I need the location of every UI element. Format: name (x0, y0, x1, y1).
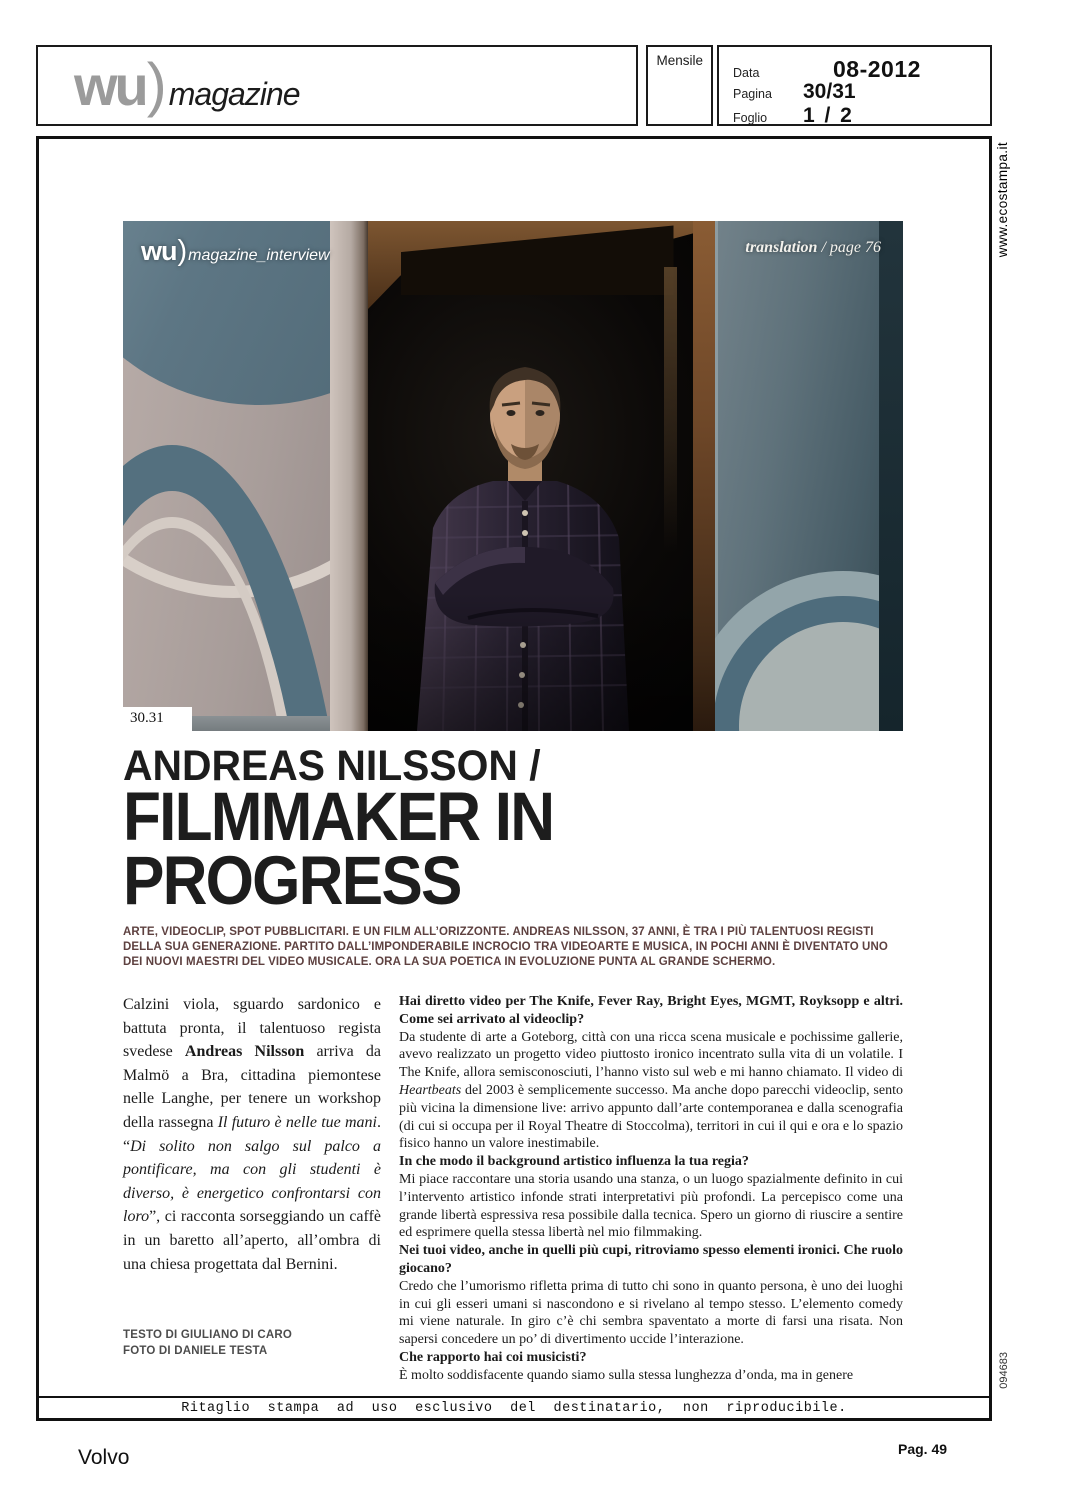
door-panel-right (715, 221, 903, 731)
clipping-frame (36, 136, 992, 1421)
client-name: Volvo (78, 1446, 130, 1469)
credits (123, 1328, 381, 1359)
meta-row-pagina (733, 80, 856, 104)
translation-note-page: / page 76 (817, 239, 881, 256)
magazine-article-clip (123, 221, 903, 1385)
logo-paren: ) (146, 51, 167, 118)
meta-row-data (733, 56, 921, 83)
pagina-value: 30/31 (803, 80, 856, 103)
photo-header-brand (141, 235, 330, 268)
intro-column (123, 993, 381, 1385)
portrait-photo (123, 221, 903, 731)
photo-section-label: magazine_interview (188, 247, 330, 264)
data-value: 08-2012 (833, 56, 921, 82)
frequency-box (646, 45, 713, 126)
article-title-line1: ANDREAS NILSSON / (123, 742, 541, 790)
article-body (123, 993, 903, 1385)
frequency-label: Mensile (656, 53, 703, 68)
logo-wu-text: wu (74, 54, 146, 117)
page-reference: Pag. 49 (898, 1441, 948, 1457)
ecostampa-url-vertical: www.ecostampa.it (995, 142, 1010, 258)
pagina-label: Pagina (733, 87, 772, 101)
logo-magazine-text: magazine (168, 76, 300, 112)
door-frame-wood (693, 221, 715, 731)
interview-answer: Da studente di arte a Goteborg, città con una ricca scena musicale e pochissime gallerie, avevo realizzato un progetto video piuttosto ironico incentrato sulla vita di un volatile. I The Knife, allora semisconosciuti, l’hanno visto sul web e mi hanno chiamato. Il video di Heartbeats del 2003 è semplicemente successo. Ma anche dopo parecchi videoclip, sento più vicina la dimensione live: arrivo appunto dall’arte contemporanea e dalla scenografia (di cui si occupa per il Royal Theatre di Stoccolma), territori in cui il qui e ora e lo spazio fisico hanno un valore inestimabile. (399, 1029, 903, 1152)
foglio-value: 1 / 2 (803, 104, 854, 127)
foglio-label: Foglio (733, 111, 768, 125)
translation-note-word: translation (745, 239, 818, 256)
publication-logo-box (36, 45, 638, 126)
pilaster (330, 221, 368, 731)
disclaimer-band: Ritaglio stampa ad uso esclusivo del destinatario, non riproducibile. (39, 1396, 989, 1418)
qa-column (399, 993, 903, 1385)
data-label: Data (733, 66, 760, 80)
photo-brand-wu: wu (141, 236, 177, 266)
clipping-code-vertical: 094683 (998, 1352, 1010, 1389)
article-title (123, 742, 903, 919)
interview-answer: Credo che l’umorismo rifletta prima di tutto chi sono in quanto persona, è uno dei luoghi in cui gli esseri umani si nascondono e si rivelano al tempo stesso. L’elemento comedy mi viene naturale. In giro c’è chi sembra spaventato a morte di farsi una risata. Non sapersi concedere un po’ di divertimento uccide l’interazione. (399, 1278, 903, 1348)
photo-caption: 30.31 (123, 707, 192, 731)
credit-photo: FOTO DI DANIELE TESTA (123, 1344, 268, 1357)
interview-question: In che modo il background artistico influenza la tua regia? (399, 1154, 749, 1170)
standfirst: ARTE, VIDEOCLIP, SPOT PUBBLICITARI. E UN FILM ALL’ORIZZONTE. ANDREAS NILSSON, 37 ANNI, È TRA I PIÙ TALENTUOSI REGISTI DELLA SUA GENERAZIONE. PARTITO DALL’IMPONDERABILE INCROCIO TRA VIDEOARTE E MUSICA, IN POCHI ANNI È DIVENTATO UNO DEI NUOVI MAESTRI DEL VIDEO MUSICALE. ORA LA SUA POETICA IN EVOLUZIONE PUNTA AL GRANDE SCHERMO. (123, 926, 888, 968)
interview-answer: È molto soddisfacente quando siamo sulla stessa lunghezza d’onda, ma in genere (399, 1367, 854, 1383)
meta-row-foglio (733, 104, 854, 128)
publication-logo (74, 51, 300, 118)
interview-question: Che rapporto hai coi musicisti? (399, 1349, 587, 1365)
article-title-line2: FILMMAKER IN PROGRESS (123, 778, 554, 919)
interview-answer: Mi piace raccontare una storia usando una stanza, o un luogo spazialmente definito in cui l’intervento artistico infonde strati interpretativi più profondi. La percepisco come una grande libertà espressiva resa possibile dalla tecnica. Spero un giorno di riuscire a sentire ed esprimere quella stessa libertà nel mio filmmaking. (399, 1171, 903, 1241)
clipping-meta-box (717, 45, 992, 126)
interview-question: Nei tuoi video, anche in quelli più cupi, ritroviamo spesso elementi ironici. Che ruolo giocano? (399, 1243, 903, 1276)
credit-text: TESTO DI GIULIANO DI CARO (123, 1329, 292, 1342)
translation-note (745, 239, 881, 257)
photo-brand-paren: ) (177, 235, 188, 267)
intro-paragraph: Calzini viola, sguardo sardonico e battuta pronta, il talentuoso regista svedese Andreas Nilsson arriva da Malmö a Bra, cittadina piemontese nelle Langhe, per tenere un workshop della rassegna Il futuro è nelle tue mani. “Di solito non salgo sul palco a pontificare, ma con gli studenti è diverso, è energetico confrontarsi con loro”, ci racconta sorseggiando un caffè in un baretto all’aperto, all’ombra di una chiesa progettata dal Bernini. (123, 996, 381, 1273)
interview-question: Hai diretto video per The Knife, Fever Ray, Bright Eyes, MGMT, Royksopp e altri. Come sei arrivato al videoclip? (399, 994, 903, 1027)
